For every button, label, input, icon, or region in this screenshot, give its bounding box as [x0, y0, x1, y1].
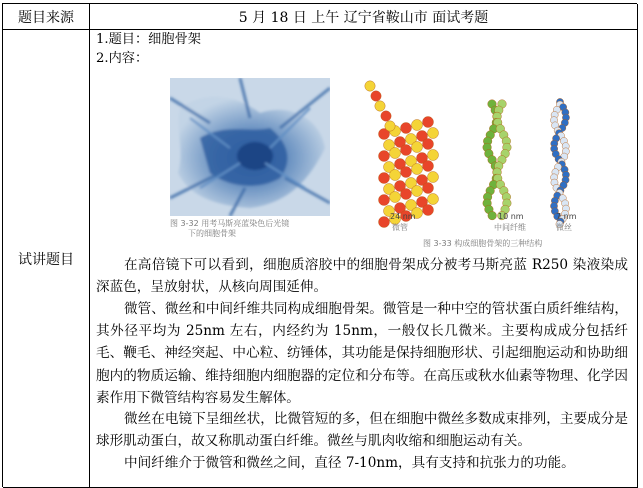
label-7nm: 7 nm	[556, 212, 577, 221]
question-table	[2, 3, 637, 487]
microtubule-subunit	[381, 111, 391, 121]
microtubule-subunit	[423, 117, 434, 128]
microtubule-subunit	[365, 81, 375, 91]
figure-b-caption: 图 3-33 构成细胞骨架的三种结构	[423, 239, 543, 248]
microtubule-subunit	[379, 173, 390, 184]
question-content	[90, 30, 638, 488]
microtubule-subunit	[385, 121, 395, 131]
microtubule-subunit	[428, 172, 439, 183]
figure-a-caption-1: 图 3-32 用考马斯亮蓝染色后光镜	[170, 219, 290, 228]
microtubule-subunit	[401, 123, 412, 134]
microtubule-subunit	[401, 145, 412, 156]
label-microtubule: 微管	[392, 223, 408, 232]
exam-title: 5 月 18 日 上午 辽宁省鞍山市 面试考题	[90, 4, 638, 30]
topic-line: 1.题目：细胞骨架	[96, 32, 201, 47]
microtubule-subunit	[423, 183, 434, 194]
microtubule-subunit	[423, 139, 434, 150]
label-actin: 微丝	[556, 223, 572, 232]
microtubule-subunit	[371, 91, 381, 101]
microtubule-subunit	[390, 192, 401, 203]
microtubule-subunit	[390, 148, 401, 159]
figure-a-caption-2: 下的细胞骨架	[188, 229, 236, 238]
microtubule-subunit	[412, 164, 423, 175]
three-structures-diagram	[352, 74, 582, 234]
label-intermediate-filament: 中间纤维	[494, 223, 526, 232]
label-10nm: 10 nm	[498, 212, 524, 221]
microtubule-subunit	[428, 194, 439, 205]
microtubule-subunit	[375, 101, 385, 111]
microtubule-subunit	[428, 128, 439, 139]
cytoskeleton-micrograph	[170, 78, 330, 216]
intermediate-filament-subunit	[488, 211, 497, 220]
microtubule-subunit	[401, 189, 412, 200]
paragraph-1: 在高倍镜下可以看到，细胞质溶胶中的细胞骨架成分被考马斯亮蓝 R250 染液染成深蓝色，呈放射状，从核向周围延伸。	[96, 257, 628, 296]
microtubule-subunit	[401, 167, 412, 178]
paragraph-2: 微管、微丝和中间纤维共同构成细胞骨架。微管是一种中空的管状蛋白质纤维结构，其外径平均为 25nm 左右，内经约为 15nm，一般仅长几微米。主要构成成分包括纤毛、鞭毛、神经突起、中心粒、纺锤体，其功能是保持细胞形状、引起细胞运动和协助细胞内的物质运输、维持细胞内细胞器的定位和分布等。在高压或秋水仙素等物理、化学因素作用下微管结构容易发生解体。	[96, 301, 628, 406]
source-label: 题目来源	[3, 4, 90, 30]
microtubule-subunit	[379, 151, 390, 162]
label-24nm: 24 nm	[390, 212, 416, 221]
row-label: 试讲题目	[3, 30, 90, 488]
microtubule-subunit	[412, 186, 423, 197]
microtubule-subunit	[379, 217, 390, 228]
microtubule-subunit	[379, 195, 390, 206]
paragraph-4: 中间纤维介于微管和微丝之间，直径 7-10nm，具有支持和抗张力的功能。	[124, 455, 575, 471]
microtubule-subunit	[390, 170, 401, 181]
microtubule-subunit	[423, 205, 434, 216]
paragraph-3: 微丝在电镜下呈细丝状，比微管短的多，但在细胞中微丝多数成束排列，主要成分是球形肌动蛋白，故又称肌动蛋白纤维。微丝与肌肉收缩和细胞运动有关。	[96, 411, 628, 450]
content-line: 2.内容：	[96, 51, 149, 66]
microtubule-subunit	[412, 120, 423, 131]
microtubule-subunit	[428, 150, 439, 161]
microtubule-subunit	[423, 161, 434, 172]
microtubule-subunit	[412, 142, 423, 153]
